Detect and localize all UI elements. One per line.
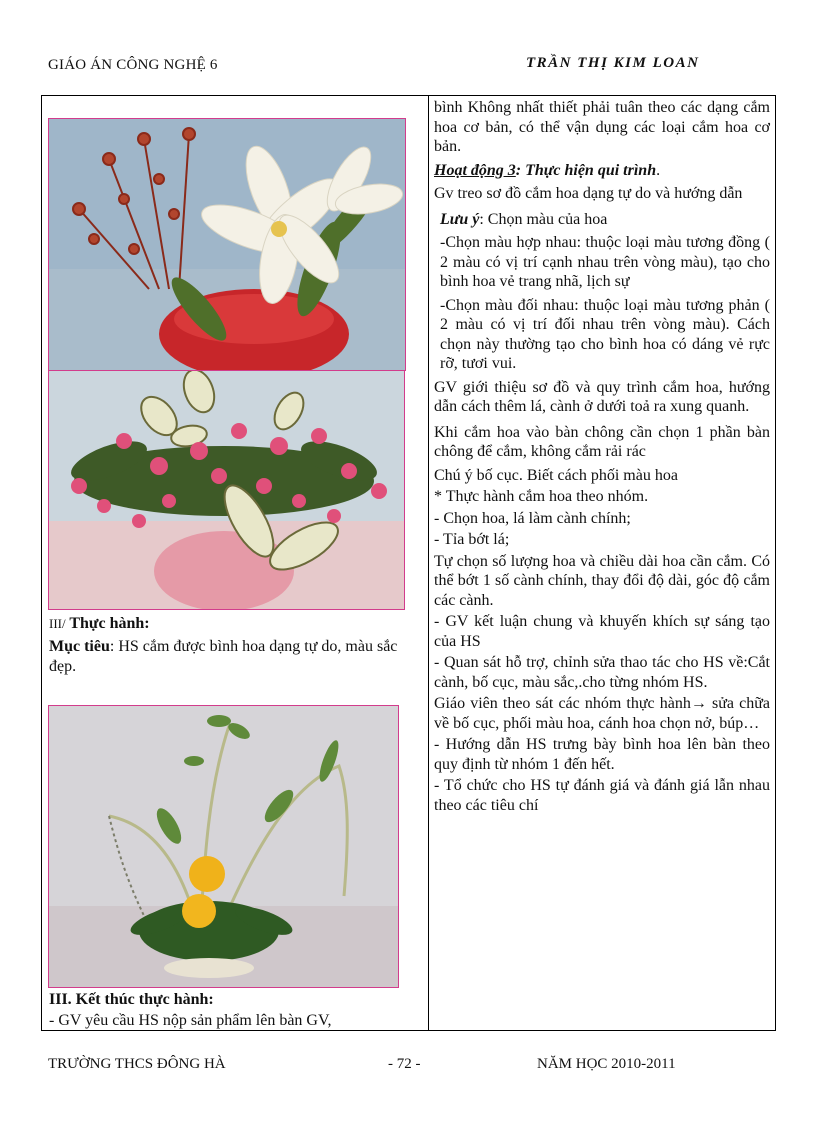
practice-heading [49,614,423,634]
paragraph-11: Tự chọn số lượng hoa và chiều dài hoa cần cắm. Có thể bớt 1 số cành chính, thay đổi độ dài, góc độ cắm các cành. [434,552,770,609]
photo-rose-arrangement [48,370,405,610]
activity-label: Hoạt động 3 [434,161,516,179]
end-practice-text: - GV yêu cầu HS nộp sản phẩm lên bàn GV, [49,1012,332,1029]
paragraph-15: - Hướng dẫn HS trưng bày bình hoa lên bàn theo quy định từ nhóm 1 đến hết. [434,736,770,773]
paragraph-5: GV giới thiệu sơ đồ và quy trình cắm hoa, hướng dẫn cách thêm lá, cành ở dưới toả ra xung quanh. [434,378,770,415]
activity-title: : Thực hiện qui trình [515,161,657,179]
content-table [41,95,776,1031]
end-practice-heading: III. Kết thúc thực hành: [49,991,214,1008]
paragraph-14: Giáo viên theo sát các nhóm thực hành→ sửa chữa về bố cục, phối màu hoa, cánh hoa chọn nở, búp… [434,695,770,732]
footer-school: TRƯỜNG THCS ĐÔNG HÀ [48,1056,226,1072]
photo-lily-arrangement [48,118,406,371]
right-column [434,98,770,815]
objective-paragraph [49,637,423,677]
paragraph-13: - Quan sát hỗ trợ, chỉnh sửa thao tác cho HS về:Cắt cành, bố cục, màu sắc,.cho từng nhóm HS. [434,654,770,691]
paragraph-2: Gv treo sơ đồ cắm hoa dạng tự do và hướng dẫn [434,185,743,202]
objective-label: Mục tiêu [49,638,110,655]
left-column [42,96,428,1030]
paragraph-7: Chú ý bố cục. Biết cách phối màu hoa [434,466,678,484]
paragraph-9: - Chọn hoa, lá làm cành chính; [434,509,631,527]
header-author: TRẦN THỊ KIM LOAN [526,55,700,71]
objective-text: : HS cắm được bình hoa dạng tự do, màu sắc đẹp. [49,638,398,675]
note-text: : Chọn màu của hoa [479,210,608,228]
paragraph-10: - Tỉa bớt lá; [434,531,510,548]
note-label: Lưu ý [440,210,480,228]
paragraph-12: - GV kết luận chung và khuyến khích sự sáng tạo của HS [434,613,770,650]
paragraph-6: Khi cắm hoa vào bàn chông cần chọn 1 phần bàn chông để cắm, không cắm rải rác [434,423,770,460]
note-line [434,210,770,230]
paragraph-4: -Chọn màu đối nhau: thuộc loại màu tương phản ( 2 màu có vị trí đối nhau trên vòng màu). Cách chọn này thường tạo cho bình hoa có dáng vẻ rực rỡ, tươi vui. [440,296,770,372]
paragraph-8: * Thực hành cắm hoa theo nhóm. [434,488,649,505]
column-divider [428,96,429,1030]
paragraph-3: -Chọn màu hợp nhau: thuộc loại màu tương đồng ( 2 màu có vị trí cạnh nhau trên vòng màu), tạo cho bình hoa vẻ trang nhã, lịch sự [440,234,770,290]
activity-heading [434,161,770,181]
section-number: III/ [49,616,66,631]
footer-page-number: - 72 - [388,1056,421,1072]
photo-freestyle-arrangement [48,705,399,988]
section-title: Thực hành: [65,615,150,632]
footer-school-year: NĂM HỌC 2010-2011 [537,1056,676,1072]
paragraph-16: - Tổ chức cho HS tự đánh giá và đánh giá lẫn nhau theo các tiêu chí [434,777,770,814]
activity-period: . [656,161,661,179]
paragraph-1: bình Không nhất thiết phải tuân theo các dạng cắm hoa cơ bản, có thể vận dụng các loại cắm hoa cơ bản. [434,99,770,155]
header-title: GIÁO ÁN CÔNG NGHỆ 6 [48,57,218,73]
